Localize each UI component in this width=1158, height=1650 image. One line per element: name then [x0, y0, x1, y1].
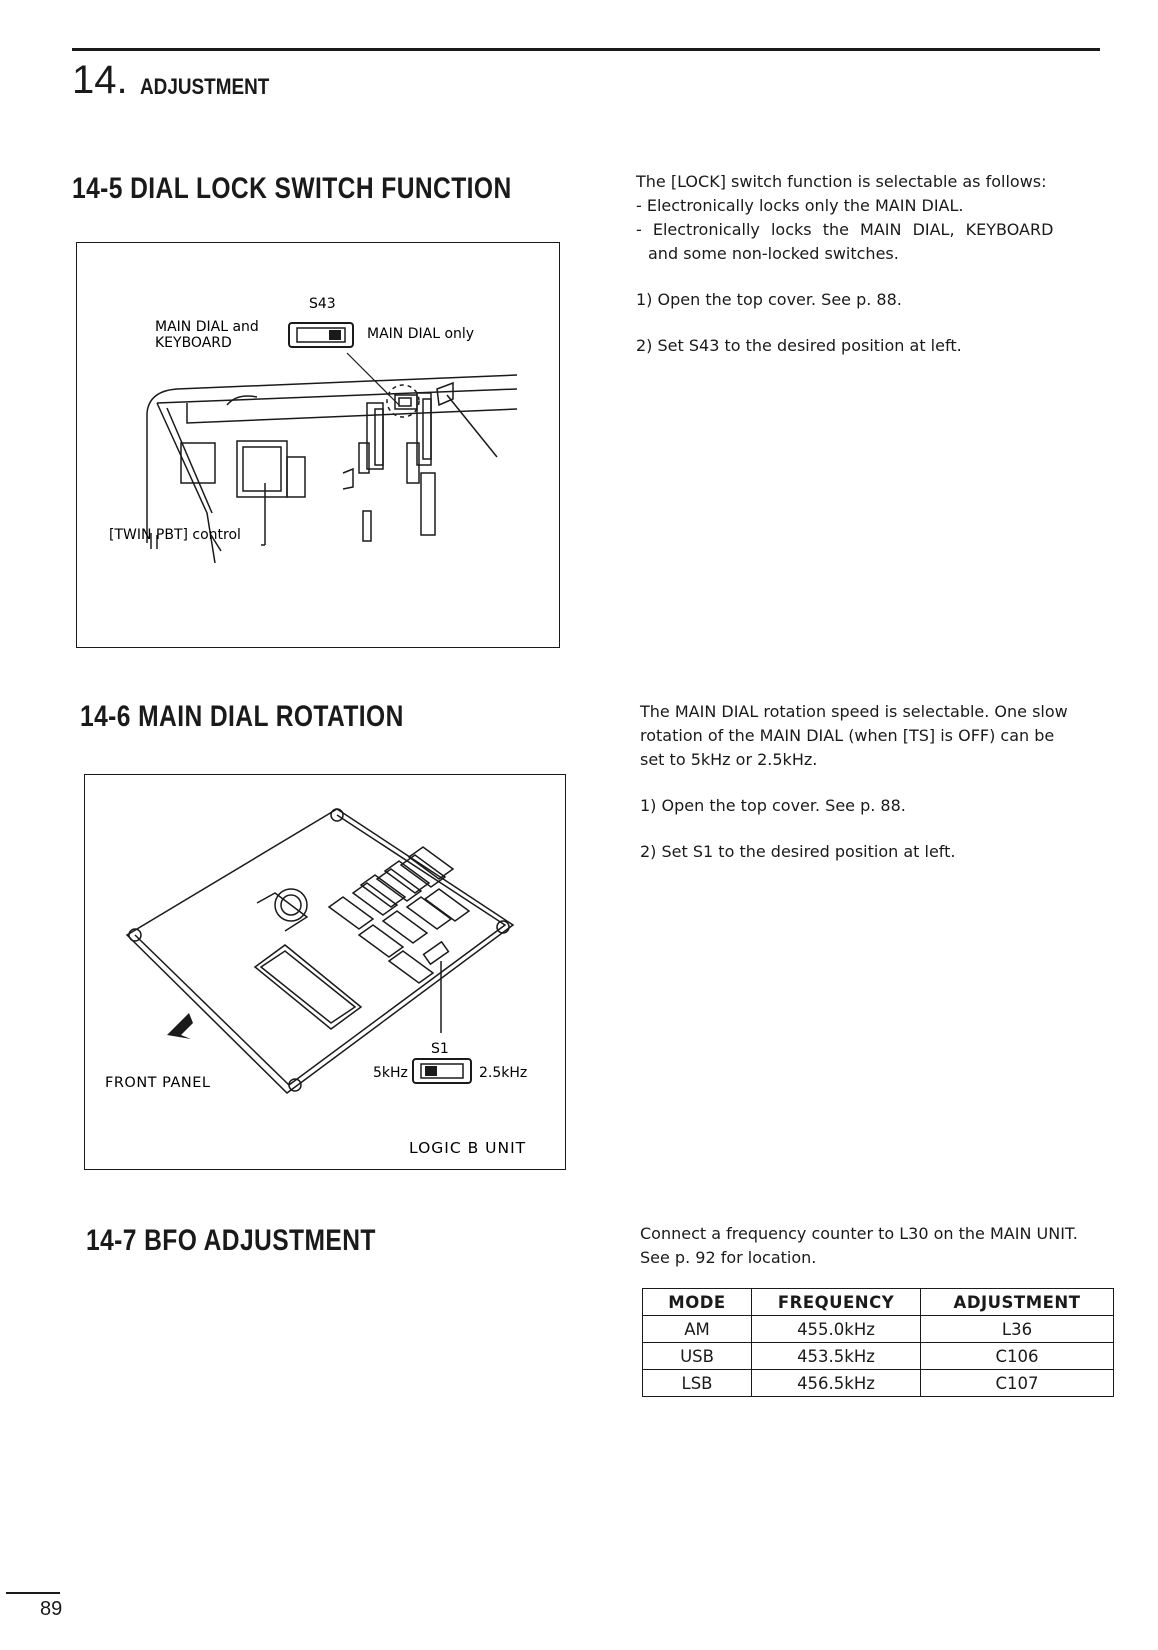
twin-pbt-control-label: [TWIN PBT] control — [109, 527, 241, 543]
main-dial-description — [640, 700, 1110, 864]
table-header-row — [643, 1289, 1114, 1316]
table-row — [643, 1343, 1114, 1370]
dial-lock-option-1: - Electronically locks only the MAIN DIAL. — [636, 196, 964, 215]
header-adjustment: ADJUSTMENT — [921, 1289, 1114, 1316]
dial-lock-diagram — [77, 243, 559, 647]
front-panel-arrow-icon — [167, 1013, 193, 1039]
bfo-description — [640, 1222, 1110, 1270]
section-heading-bfo: 14-7 BFO ADJUSTMENT — [86, 1224, 376, 1257]
pcb-board-drawing — [127, 809, 513, 1093]
left-position-label-1: MAIN DIAL and — [155, 319, 259, 335]
cell-adjustment: C106 — [921, 1343, 1114, 1370]
cell-frequency: 456.5kHz — [752, 1370, 921, 1397]
bfo-intro-1: Connect a frequency counter to L30 on the MAIN UNIT. — [640, 1224, 1078, 1243]
s1-left-value: 5kHz — [373, 1065, 408, 1081]
header-mode: MODE — [643, 1289, 752, 1316]
table-row — [643, 1316, 1114, 1343]
section-heading-main-dial: 14-6 MAIN DIAL ROTATION — [80, 700, 404, 733]
dial-lock-option-2-cont: and some non-locked switches. — [648, 244, 899, 263]
chapter-title: ADJUSTMENT — [140, 74, 270, 99]
cell-mode: AM — [643, 1316, 752, 1343]
dial-lock-description — [636, 170, 1106, 358]
bfo-table — [642, 1288, 1114, 1397]
front-panel-label: FRONT PANEL — [105, 1075, 211, 1091]
s43-label: S43 — [309, 296, 336, 312]
cell-mode: LSB — [643, 1370, 752, 1397]
top-rule — [72, 48, 1100, 51]
s43-switch-icon — [289, 323, 353, 347]
dial-lock-step-1: 1) Open the top cover. See p. 88. — [636, 290, 902, 309]
dial-lock-step-2: 2) Set S43 to the desired position at left. — [636, 336, 962, 355]
table-row — [643, 1370, 1114, 1397]
s1-label: S1 — [431, 1041, 449, 1057]
cell-frequency: 453.5kHz — [752, 1343, 921, 1370]
page-number: 89 — [40, 1598, 63, 1620]
unit-label: LOGIC B UNIT — [409, 1139, 527, 1157]
section-heading-dial-lock: 14-5 DIAL LOCK SWITCH FUNCTION — [72, 172, 512, 205]
cell-frequency: 455.0kHz — [752, 1316, 921, 1343]
main-dial-step-2: 2) Set S1 to the desired position at left. — [640, 842, 956, 861]
s1-switch-icon — [413, 1059, 471, 1083]
cell-mode: USB — [643, 1343, 752, 1370]
main-dial-figure — [84, 774, 566, 1170]
dial-lock-intro: The [LOCK] switch function is selectable as follows: — [636, 172, 1047, 191]
left-position-label-2: KEYBOARD — [155, 335, 232, 351]
header-frequency: FREQUENCY — [752, 1289, 921, 1316]
right-position-label: MAIN DIAL only — [367, 326, 475, 342]
cell-adjustment: C107 — [921, 1370, 1114, 1397]
logic-b-unit-diagram — [85, 775, 565, 1169]
bfo-intro-2: See p. 92 for location. — [640, 1248, 817, 1267]
dial-lock-option-2: - Electronically locks the MAIN DIAL, KEYBOARD — [636, 220, 1054, 239]
main-dial-intro-1: The MAIN DIAL rotation speed is selectable. One slow — [640, 702, 1068, 721]
main-dial-intro-3: set to 5kHz or 2.5kHz. — [640, 750, 818, 769]
main-dial-step-1: 1) Open the top cover. See p. 88. — [640, 796, 906, 815]
dial-lock-figure — [76, 242, 560, 648]
cell-adjustment: L36 — [921, 1316, 1114, 1343]
page-number-rule — [6, 1592, 60, 1594]
chapter-number: 14. — [72, 58, 128, 102]
main-dial-intro-2: rotation of the MAIN DIAL (when [TS] is OFF) can be — [640, 726, 1055, 745]
s1-right-value: 2.5kHz — [479, 1065, 528, 1081]
